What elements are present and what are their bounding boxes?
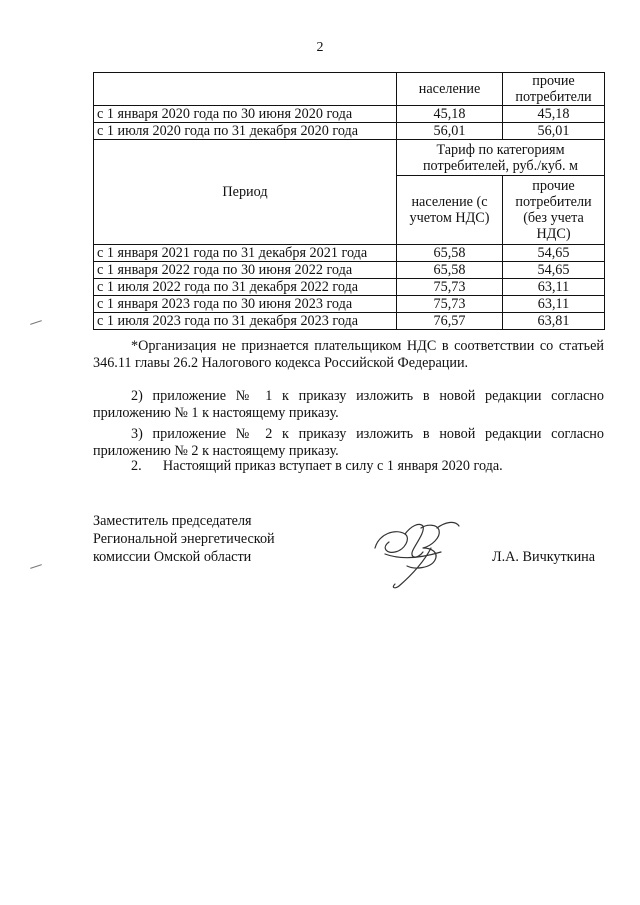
item-appendix-1: 2) приложение № 1 к приказу изложить в новой редакции согласно приложению № 1 к настоящему приказу.: [93, 388, 604, 421]
position-line: Заместитель председателя: [93, 513, 252, 529]
other-tariff-cell: 63,11: [503, 279, 605, 296]
other-tariff-cell: 54,65: [503, 245, 605, 262]
signatory-position: [93, 512, 275, 566]
tariff-table: [93, 72, 605, 330]
tariff-category-header: Тариф по категориям потребителей, руб./куб. м: [397, 140, 605, 176]
period-cell: с 1 июля 2022 года по 31 декабря 2022 года: [94, 279, 397, 296]
table1-col-other: прочие потребители: [503, 73, 605, 106]
population-tariff-cell: 65,58: [397, 245, 503, 262]
signatory-name: Л.А. Вичкуткина: [492, 549, 596, 565]
table2-header-row: [94, 140, 605, 176]
table-row: [94, 123, 605, 140]
period-cell: с 1 июля 2020 года по 31 декабря 2020 года: [94, 123, 397, 140]
item-appendix-2: 3) приложение № 2 к приказу изложить в новой редакции согласно приложению № 2 к настоящему приказу.: [93, 426, 604, 459]
period-cell: с 1 января 2020 года по 30 июня 2020 года: [94, 106, 397, 123]
period-cell: с 1 января 2021 года по 31 декабря 2021 года: [94, 245, 397, 262]
position-line: Региональной энергетической: [93, 531, 275, 547]
table2-col-population: население (с учетом НДС): [397, 176, 503, 245]
population-tariff-cell: 76,57: [397, 313, 503, 330]
population-tariff-cell: 65,58: [397, 262, 503, 279]
period-cell: с 1 января 2023 года по 30 июня 2023 года: [94, 296, 397, 313]
table1-period-header-cell: [94, 73, 397, 106]
margin-mark: [30, 320, 42, 325]
population-tariff-cell: 75,73: [397, 279, 503, 296]
table2-col-other: прочие потребители (без учета НДС): [503, 176, 605, 245]
position-line: комиссии Омской области: [93, 549, 252, 565]
table1-col-population: население: [397, 73, 503, 106]
other-tariff-cell: 45,18: [503, 106, 605, 123]
table-row: [94, 313, 605, 330]
page-number: 2: [316, 40, 324, 55]
table-row: [94, 296, 605, 313]
other-tariff-cell: 63,81: [503, 313, 605, 330]
table-row: [94, 245, 605, 262]
table1-header-row: [94, 73, 605, 106]
population-tariff-cell: 75,73: [397, 296, 503, 313]
period-header: Период: [94, 140, 397, 245]
other-tariff-cell: 54,65: [503, 262, 605, 279]
table-row: [94, 279, 605, 296]
other-tariff-cell: 56,01: [503, 123, 605, 140]
margin-mark: [30, 564, 42, 569]
handwritten-signature: [365, 508, 475, 592]
item-effective-date: 2. Настоящий приказ вступает в силу с 1 января 2020 года.: [131, 458, 503, 474]
period-cell: с 1 июля 2023 года по 31 декабря 2023 года: [94, 313, 397, 330]
other-tariff-cell: 63,11: [503, 296, 605, 313]
footnote: *Организация не признается плательщиком НДС в соответствии со статьей 346.11 главы 26.2 Налогового кодекса Российской Федерации.: [93, 338, 604, 371]
population-tariff-cell: 45,18: [397, 106, 503, 123]
period-cell: с 1 января 2022 года по 30 июня 2022 года: [94, 262, 397, 279]
population-tariff-cell: 56,01: [397, 123, 503, 140]
table-row: [94, 106, 605, 123]
table-row: [94, 262, 605, 279]
